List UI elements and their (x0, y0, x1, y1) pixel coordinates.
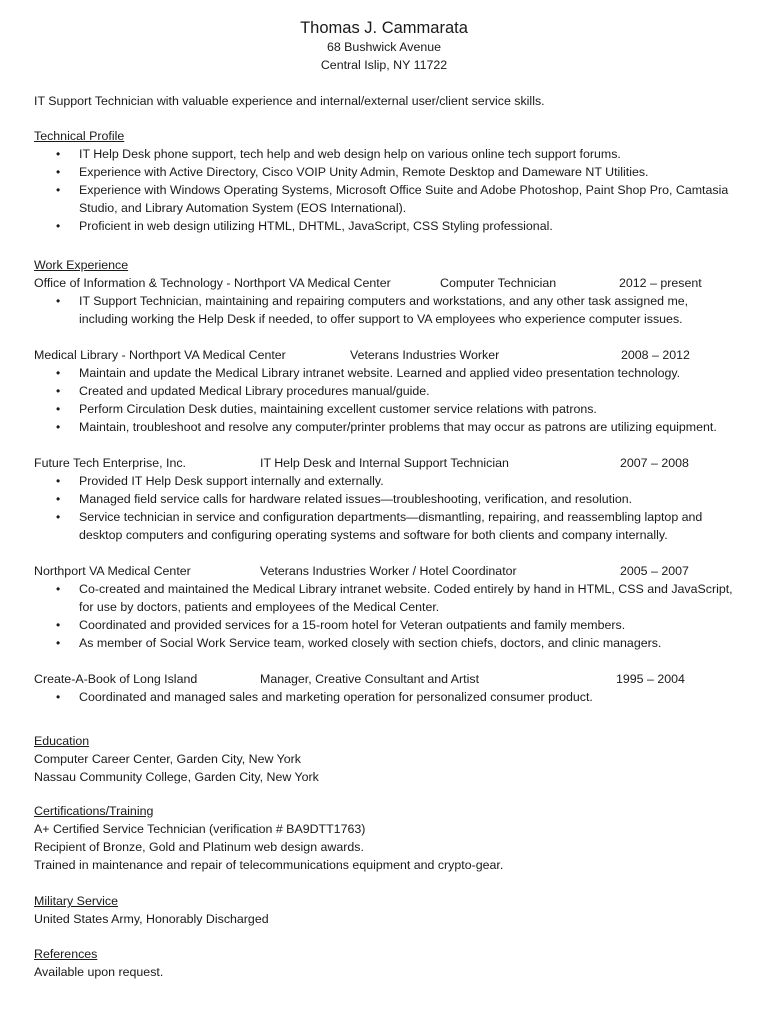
job-dates: 2008 – 2012 (621, 348, 690, 362)
section-heading: Military Service (34, 894, 118, 908)
job-title: IT Help Desk and Internal Support Technician (260, 456, 509, 470)
job-duties (34, 688, 734, 706)
job-duties (34, 472, 734, 544)
list-item: • IT Support Technician, maintaining and repairing computers and workstations, and any other task assigned me, including working the Help Desk if needed, to offer support to VA employees who experience computer issues. (34, 292, 734, 328)
list-item: • Perform Circulation Desk duties, maintaining excellent customer service relations with patrons. (34, 400, 734, 418)
education-line: Nassau Community College, Garden City, New York (34, 770, 319, 784)
section-heading: Work Experience (34, 258, 129, 272)
job-duties (34, 580, 734, 652)
list-item: • Coordinated and managed sales and marketing operation for personalized consumer product. (34, 688, 734, 706)
job-duties (34, 292, 734, 328)
list-item: • As member of Social Work Service team, worked closely with section chiefs, doctors, and clinic managers. (34, 634, 734, 652)
job-entry (34, 562, 734, 652)
certification-line: Recipient of Bronze, Gold and Platinum web design awards. (34, 840, 364, 854)
job-employer: Medical Library - Northport VA Medical Center (34, 348, 286, 362)
job-title: Veterans Industries Worker / Hotel Coordinator (260, 564, 517, 578)
section-heading: References (34, 947, 98, 961)
technical-profile-section (34, 127, 734, 235)
list-item: • Service technician in service and configuration departments—dismantling, repairing, and reassembling laptop and desktop computers and configuring operating systems and software for both clients and company internally. (34, 508, 734, 544)
job-title: Computer Technician (440, 276, 557, 290)
list-item: • Maintain and update the Medical Library intranet website. Learned and applied video presentation technology. (34, 364, 734, 382)
list-item: • Provided IT Help Desk support internally and externally. (34, 472, 734, 490)
list-item: • Created and updated Medical Library procedures manual/guide. (34, 382, 734, 400)
certification-line: A+ Certified Service Technician (verification # BA9DTT1763) (34, 822, 366, 836)
technical-profile-list (34, 145, 734, 235)
address-line-1: 68 Bushwick Avenue (326, 40, 442, 54)
list-item: • Maintain, troubleshoot and resolve any computer/printer problems that may occur as patrons are utilizing equipment. (34, 418, 734, 436)
job-dates: 1995 – 2004 (616, 672, 685, 686)
job-header (34, 454, 734, 472)
job-dates: 2005 – 2007 (620, 564, 689, 578)
job-duties (34, 364, 734, 436)
job-entry (34, 454, 734, 544)
military-line: United States Army, Honorably Discharged (34, 912, 269, 926)
job-employer: Future Tech Enterprise, Inc. (34, 456, 186, 470)
list-item: • Experience with Active Directory, Cisco VOIP Unity Admin, Remote Desktop and Dameware NT Utilities. (34, 163, 734, 181)
job-entry (34, 670, 734, 706)
section-heading: Certifications/Training (34, 804, 154, 818)
job-header (34, 562, 734, 580)
job-entry (34, 346, 734, 436)
section-heading: Education (34, 734, 90, 748)
job-title: Veterans Industries Worker (350, 348, 500, 362)
education-line: Computer Career Center, Garden City, New York (34, 752, 301, 766)
job-header (34, 670, 734, 688)
job-employer: Northport VA Medical Center (34, 564, 191, 578)
job-employer: Office of Information & Technology - Northport VA Medical Center (34, 276, 391, 290)
work-experience-section (34, 256, 734, 706)
section-heading: Technical Profile (34, 129, 125, 143)
objective-section (34, 92, 734, 110)
references-section (34, 945, 734, 981)
list-item: • IT Help Desk phone support, tech help and web design help on various online tech support forums. (34, 145, 734, 163)
job-dates: 2007 – 2008 (620, 456, 689, 470)
list-item: • Managed field service calls for hardware related issues—troubleshooting, verification, and resolution. (34, 490, 734, 508)
list-item: • Co-created and maintained the Medical Library intranet website. Coded entirely by hand in HTML, CSS and JavaScript, for use by doctors, patients and employees of the Medical Center. (34, 580, 734, 616)
certification-line: Trained in maintenance and repair of telecommunications equipment and crypto-gear. (34, 858, 504, 872)
job-header (34, 274, 734, 292)
resume-header (0, 18, 768, 74)
job-entry (34, 274, 734, 328)
objective-text: IT Support Technician with valuable experience and internal/external user/client service skills. (34, 94, 545, 108)
candidate-name: Thomas J. Cammarata (300, 19, 468, 37)
job-employer: Create-A-Book of Long Island (34, 672, 198, 686)
list-item: • Experience with Windows Operating Systems, Microsoft Office Suite and Adobe Photoshop, Paint Shop Pro, Camtasia Studio, and Library Automation System (EOS International). (34, 181, 734, 217)
education-section (34, 732, 734, 786)
references-line: Available upon request. (34, 965, 164, 979)
job-title: Manager, Creative Consultant and Artist (260, 672, 480, 686)
address-line-2: Central Islip, NY 11722 (320, 58, 448, 72)
job-header (34, 346, 734, 364)
certifications-section (34, 802, 734, 874)
list-item: • Coordinated and provided services for a 15-room hotel for Veteran outpatients and family members. (34, 616, 734, 634)
list-item: • Proficient in web design utilizing HTML, DHTML, JavaScript, CSS Styling professional. (34, 217, 734, 235)
job-dates: 2012 – present (619, 276, 702, 290)
military-section (34, 892, 734, 928)
